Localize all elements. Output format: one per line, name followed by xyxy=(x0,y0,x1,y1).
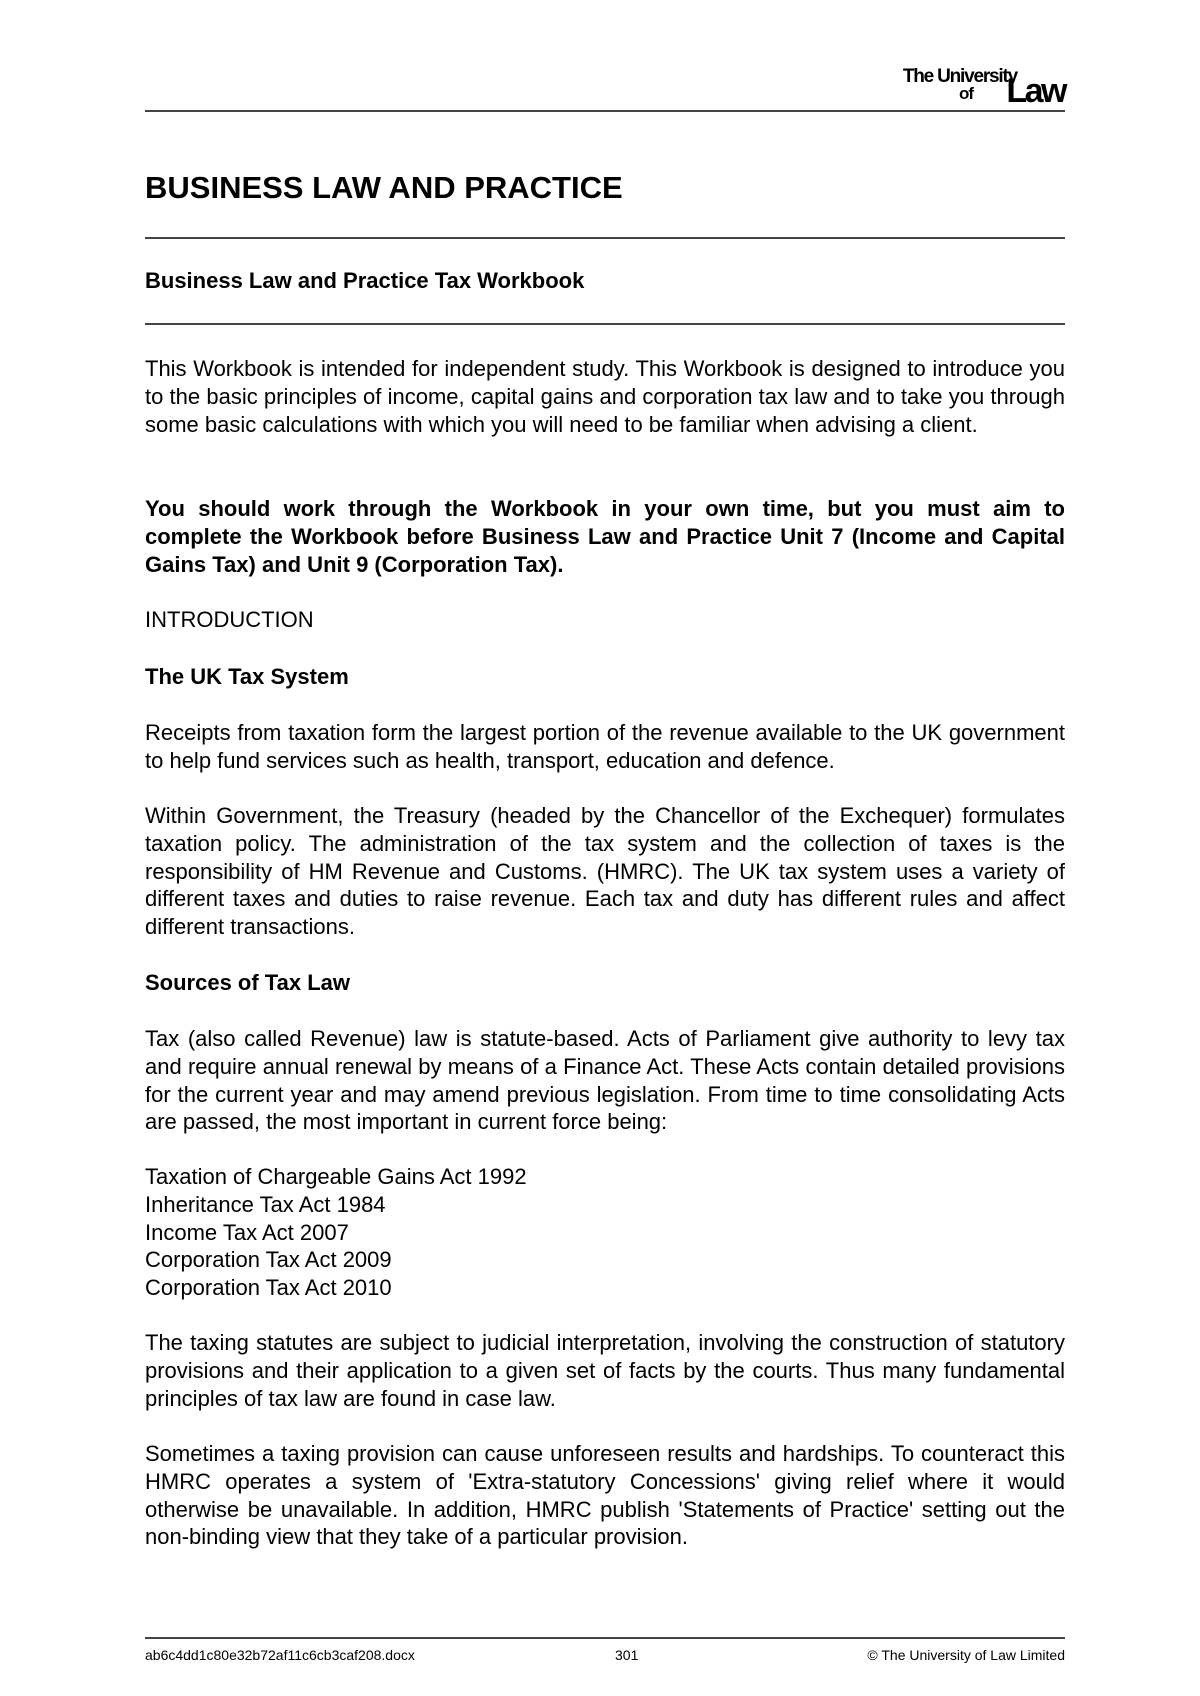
document-title: BUSINESS LAW AND PRACTICE xyxy=(145,170,623,205)
section-heading-introduction: INTRODUCTION xyxy=(145,607,314,632)
uk-tax-system-paragraph-2: Within Government, the Treasury (headed by the Chancellor of the Exchequer) formulates taxation policy. The administration of the tax system and the collection of taxes is the responsibility of HM Revenue and Customs. (HMRC). The UK tax system uses a variety of different taxes and duties to raise revenue. Each tax and duty has different rules and affect different transactions. xyxy=(145,803,1065,940)
uk-tax-system-paragraph-1: Receipts from taxation form the largest portion of the revenue available to the UK government to help fund services such as health, transport, education and defence. xyxy=(145,720,1065,773)
instruction-paragraph: You should work through the Workbook in your own time, but you must aim to complete the Workbook before Business Law and Practice Unit 7 (Income and Capital Gains Tax) and Unit 9 (Corporation Tax). xyxy=(145,496,1065,577)
heading-sources-of-tax-law: Sources of Tax Law xyxy=(145,970,350,995)
heading-uk-tax-system: The UK Tax System xyxy=(145,664,349,689)
subtitle-divider xyxy=(145,323,1065,325)
footer-page-number: 301 xyxy=(615,1647,639,1663)
act-list-item: Taxation of Chargeable Gains Act 1992 xyxy=(145,1164,527,1189)
act-list-item: Inheritance Tax Act 1984 xyxy=(145,1191,386,1217)
sources-paragraph-1: Tax (also called Revenue) law is statute-based. Acts of Parliament give authority to levy tax and require annual renewal by means of a Finance Act. These Acts contain detailed provisions for the current year and may amend previous legislation. From time to time consolidating Acts are passed, the most important in current force being: xyxy=(145,1026,1065,1135)
logo-text-of: of xyxy=(958,84,973,103)
intro-paragraph: This Workbook is intended for independent study. This Workbook is designed to introduce you to the basic principles of income, capital gains and corporation tax law and to take you through some basic calculations with which you will need to be familiar when advising a client. xyxy=(145,356,1065,437)
footer-copyright: © The University of Law Limited xyxy=(867,1647,1065,1663)
sources-paragraph-2: The taxing statutes are subject to judicial interpretation, involving the construction of statutory provisions and their application to a given set of facts by the courts. Thus many fundamental principles of tax law are found in case law. xyxy=(145,1330,1065,1411)
header-divider xyxy=(145,110,1065,112)
logo-text-law: Law xyxy=(1006,72,1065,110)
footer-filename: ab6c4dd1c80e32b72af11c6cb3caf208.docx xyxy=(145,1647,415,1663)
sources-paragraph-3: Sometimes a taxing provision can cause unforeseen results and hardships. To counteract this HMRC operates a system of 'Extra-statutory Concessions' giving relief where it would otherwise be unavailable. In addition, HMRC publish 'Statements of Practice' setting out the non-binding view that they take of a particular provision. xyxy=(145,1441,1065,1550)
acts-list xyxy=(145,1163,1065,1302)
title-divider xyxy=(145,237,1065,239)
footer-divider xyxy=(145,1637,1065,1639)
act-list-item: Corporation Tax Act 2010 xyxy=(145,1275,392,1301)
logo-text-the-university: The University xyxy=(902,66,1017,87)
act-list-item: Corporation Tax Act 2009 xyxy=(145,1247,392,1273)
act-list-item: Income Tax Act 2007 xyxy=(145,1219,349,1245)
university-of-law-logo xyxy=(865,66,1065,110)
document-subtitle: Business Law and Practice Tax Workbook xyxy=(145,268,585,293)
